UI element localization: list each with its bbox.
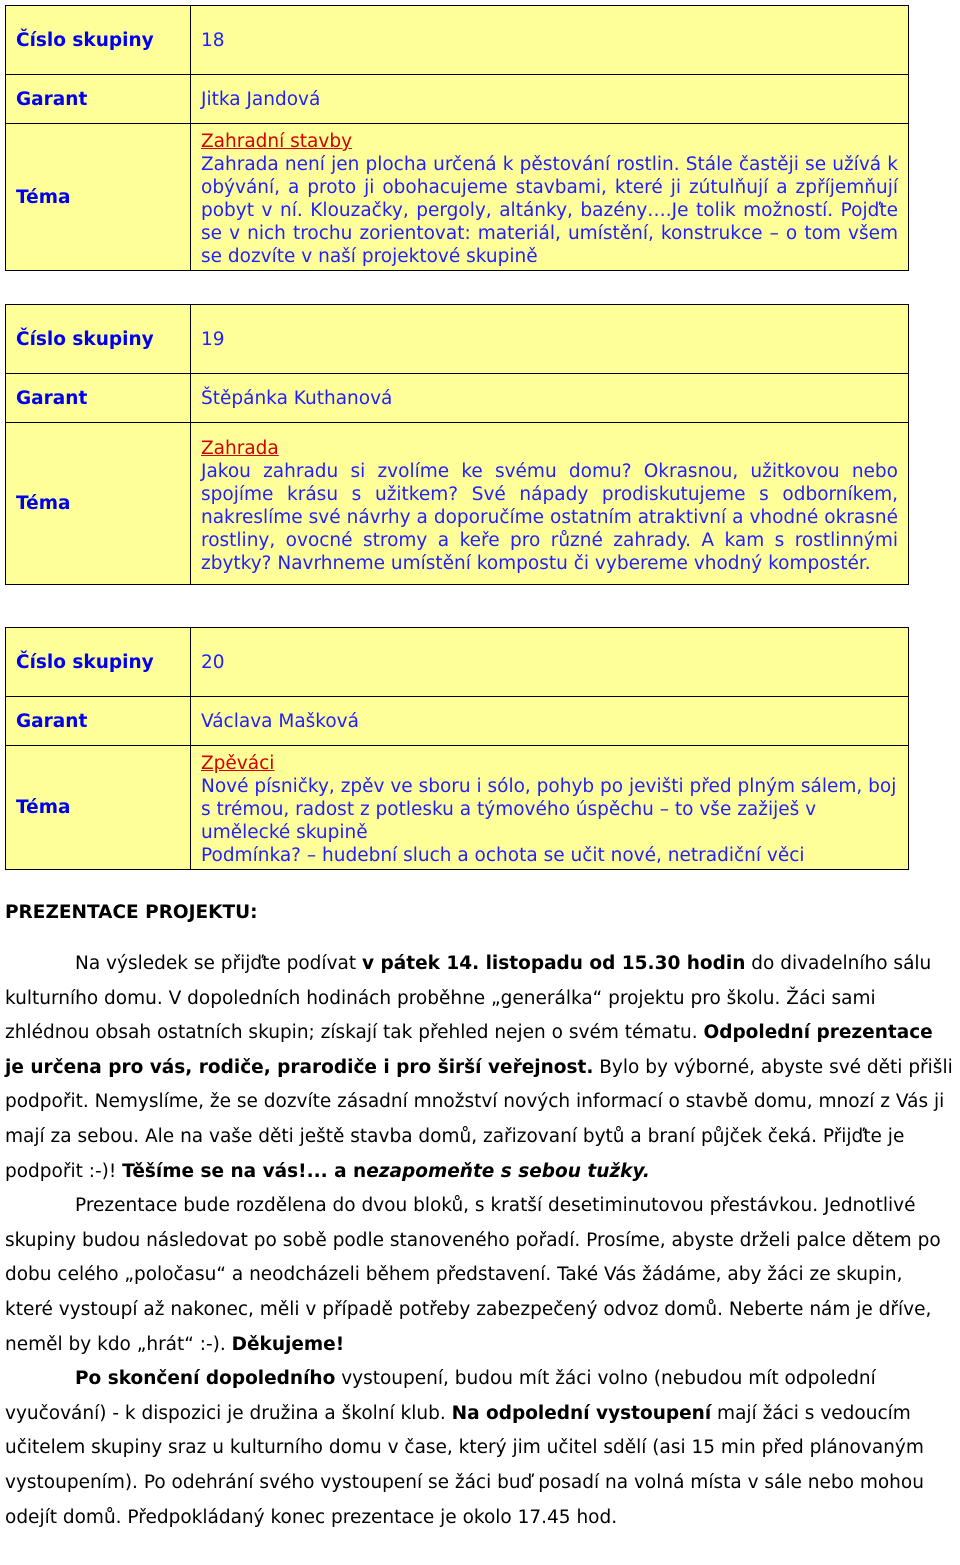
date-time-bold: v pátek 14. listopadu od 15.30 hodin	[362, 953, 746, 974]
paragraph-1	[5, 947, 955, 1189]
group-number-label: Číslo skupiny	[6, 628, 191, 697]
topic-label: Téma	[6, 746, 191, 870]
topic-description: Nové písničky, zpěv ve sboru i sólo, pohyb po jevišti před plným sálem, boj s trémou, radost z potlesku a týmového úspěchu – to vše zažiješ v umělecké skupině	[201, 776, 897, 843]
thanks-bold: Děkujeme!	[231, 1333, 345, 1355]
topic-cell	[191, 124, 909, 271]
topic-title: Zpěváci	[201, 753, 275, 774]
group-number-label: Číslo skupiny	[6, 6, 191, 75]
presentation-heading: PREZENTACE PROJEKTU:	[5, 902, 258, 923]
guarantor-label: Garant	[6, 75, 191, 124]
guarantor-value: Václava Mašková	[191, 697, 909, 746]
text-run: vystoupení, budou mít žáci volno (nebudou mít odpolední vyučování) - k dispozici je družina a školní klub.	[5, 1368, 876, 1424]
group-table-20	[5, 627, 909, 870]
guarantor-value: Jitka Jandová	[191, 75, 909, 124]
topic-description: Jakou zahradu si zvolíme ke svému domu? Okrasnou, užitkovou nebo spojíme krásu s užitkem? Své nápady prodiskutujeme s odborníkem, nakreslíme své návrhy a doporučíme ostatním atraktivní a vhodné okrasné rostliny, ovocné stromy a keře pro různé zahrady. A kam s rostlinnými zbytky? Navrhneme umístění kompostu či vybereme vhodný kompostér.	[201, 460, 898, 574]
after-morning-bold: Po skončení dopoledního	[75, 1368, 336, 1390]
topic-cell	[191, 746, 909, 870]
group-number-value: 19	[191, 305, 909, 374]
group-table-19	[5, 304, 909, 585]
looking-forward-bold: Těšíme se na vás!... a n	[122, 1160, 367, 1182]
topic-cell	[191, 423, 909, 585]
paragraph-2	[5, 1189, 955, 1362]
dont-forget-bold-italic: ezapomeňte s sebou tužky.	[366, 1160, 650, 1182]
guarantor-label: Garant	[6, 697, 191, 746]
text-run: Na výsledek se přijďte podívat	[75, 953, 362, 974]
group-table-18	[5, 5, 909, 271]
topic-title: Zahradní stavby	[201, 131, 353, 152]
text-run: Bylo by výborné, abyste své děti přišli podpořit. Nemyslíme, že se dozvíte zásadní množství nových informací o stavbě domu, mnozí z Vás ji mají za sebou. Ale na vaše děti ještě stavba domů, zařizovaní bytů a braní půjček čeká. Přijďte je podpořit :-)!	[5, 1056, 953, 1182]
topic-label: Téma	[6, 124, 191, 271]
presentation-text	[5, 947, 955, 1535]
group-number-value: 20	[191, 628, 909, 697]
text-run: do divadelního sálu kulturního domu. V dopoledních hodinách proběhne „generálka“ projektu pro školu. Žáci sami zhlédnou obsah ostatních skupin; získají tak přehled nejen o svém tématu.	[5, 953, 932, 1044]
group-number-label: Číslo skupiny	[6, 305, 191, 374]
paragraph-3	[5, 1362, 955, 1535]
text-run: mají žáci s vedoucím učitelem skupiny sraz u kulturního domu v čase, který jim učitel sdělí (asi 15 min před plánovaným vystoupením). Po odehrání svého vystoupení se žáci buď posadí na volná místa v sále nebo mohou odejít domů. Předpokládaný konec prezentace je okolo 17.45 hod.	[5, 1402, 924, 1528]
afternoon-show-bold: Na odpolední vystoupení	[451, 1402, 712, 1424]
guarantor-label: Garant	[6, 374, 191, 423]
topic-label: Téma	[6, 423, 191, 585]
afternoon-presentation-bold: Odpolední prezentace je určena pro vás, rodiče, prarodiče i pro širší veřejnost.	[5, 1022, 933, 1078]
group-number-value: 18	[191, 6, 909, 75]
topic-title: Zahrada	[201, 437, 279, 459]
guarantor-value: Štěpánka Kuthanová	[191, 374, 909, 423]
topic-description: Zahrada není jen plocha určená k pěstování rostlin. Stále častěji se užívá k obývání, a proto ji obohacujeme stavbami, které ji zútulňují a zpříjemňují pobyt v ní. Klouzačky, pergoly, altánky, bazény….Je tolik možností. Pojďte se v nich trochu zorientovat: materiál, umístění, konstrukce – o tom všem se dozvíte v naší projektové skupině	[201, 154, 898, 267]
text-run: Prezentace bude rozdělena do dvou bloků, s kratší desetiminutovou přestávkou. Jednotlivé skupiny budou následovat po sobě podle stanoveného pořadí. Prosíme, abyste drželi palce dětem po dobu celého „poločasu“ a neodcházeli během představení. Také Vás žádáme, aby žáci ze skupin, které vystoupí až nakonec, měli v případě potřeby zabezpečený odvoz domů. Neberte nám je dříve, neměl by kdo „hrát“ :-).	[5, 1195, 941, 1355]
topic-condition: Podmínka? – hudební sluch a ochota se učit nové, netradiční věci	[201, 845, 805, 866]
